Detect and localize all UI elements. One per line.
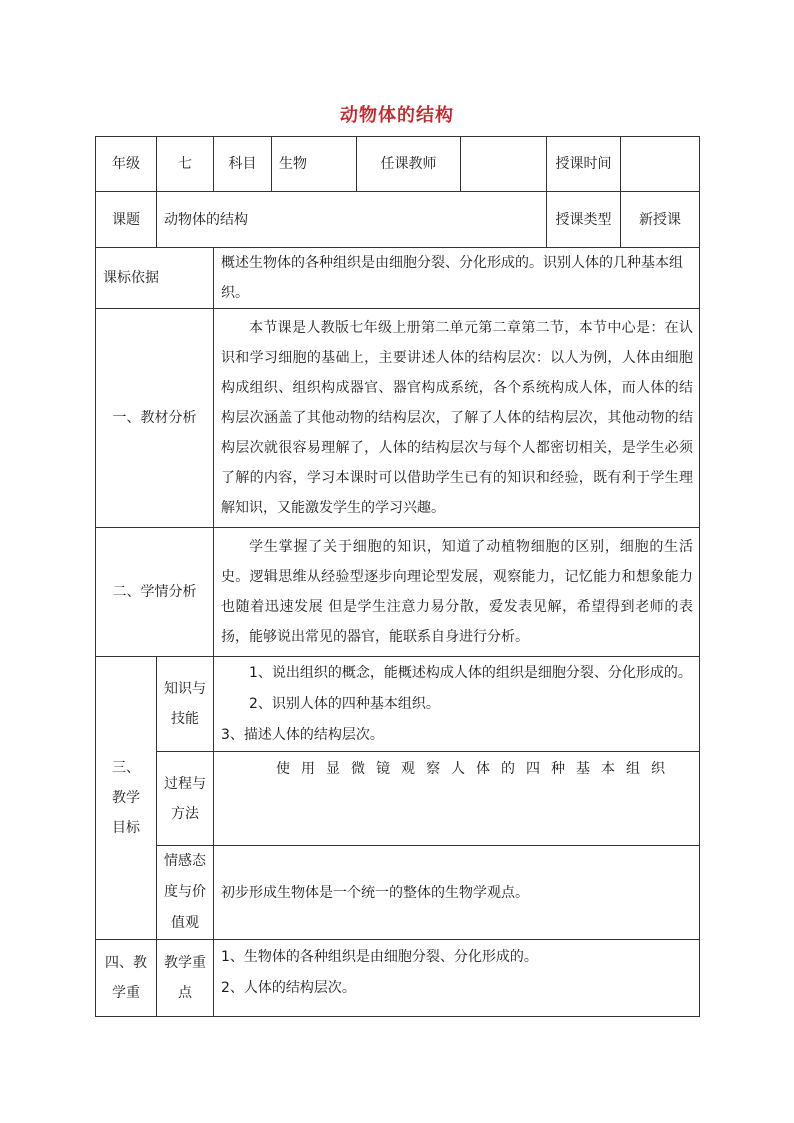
standard-label: 课标依据 [96, 248, 214, 309]
knowledge-items: 1、说出组织的概念，能概述构成人体的组织是细胞分裂、分化形成的。 2、识别人体的四种基本组织。 3、描述人体的结构层次。 [214, 657, 700, 752]
type-label: 授课类型 [547, 192, 621, 248]
attitude-text: 初步形成生物体是一个统一的整体的生物学观点。 [214, 846, 700, 940]
table-row-keypoints [96, 940, 700, 1017]
page-title: 动物体的结构 [340, 105, 454, 126]
subject-label: 科目 [214, 137, 272, 192]
time-label: 授课时间 [547, 137, 621, 192]
topic-value: 动物体的结构 [157, 192, 547, 248]
grade-label: 年级 [96, 137, 157, 192]
lesson-plan-table [95, 136, 700, 1017]
process-text: 使用显微镜观察人体的四种基本组织 [276, 761, 665, 777]
table-row-topic [96, 192, 700, 248]
standard-text: 概述生物体的各种组织是由细胞分裂、分化形成的。识别人体的几种基本组织。 [214, 248, 700, 309]
knowledge-label: 知识与 技能 [157, 657, 214, 752]
table-row-knowledge [96, 657, 700, 752]
keypoints-sub-label: 教学重 点 [157, 940, 214, 1017]
table-row-info [96, 137, 700, 192]
teacher-value [461, 137, 547, 192]
students-label: 二、学情分析 [96, 528, 214, 657]
table-row-standard [96, 248, 700, 309]
table-row-process [96, 752, 700, 846]
topic-label: 课题 [96, 192, 157, 248]
textbook-label: 一、教材分析 [96, 309, 214, 528]
type-value: 新授课 [621, 192, 700, 248]
goals-label: 三、 教学 目标 [96, 657, 157, 940]
grade-value: 七 [157, 137, 214, 192]
teacher-label: 任课教师 [357, 137, 461, 192]
attitude-label: 情感态 度与价 值观 [157, 846, 214, 940]
keypoints-items: 1、生物体的各种组织是由细胞分裂、分化形成的。 2、人体的结构层次。 [214, 940, 700, 1017]
textbook-text: 本节课是人教版七年级上册第二单元第二章第二节，本节中心是：在认识和学习细胞的基础上，主要讲述人体的结构层次：以人为例，人体由细胞构成组织、组织构成器官、器官构成系统，各个系统构成人体，而人体的结构层次涵盖了其他动物的结构层次，了解了人体的结构层次，其他动物的结构层次就很容易理解了，人体的结构层次与每个人都密切相关，是学生必须了解的内容，学习本课时可以借助学生已有的知识和经验，既有利于学生理解知识，又能激发学生的学习兴趣。 [214, 309, 700, 528]
students-text: 学生掌握了关于细胞的知识，知道了动植物细胞的区别，细胞的生活史。逻辑思维从经验型逐步向理论型发展，观察能力，记忆能力和想象能力也随着迅速发展 但是学生注意力易分散，爱发表见解，希望得到老师的表扬，能够说出常见的器官，能联系自身进行分析。 [214, 528, 700, 657]
subject-value: 生物 [272, 137, 357, 192]
table-row-attitude [96, 846, 700, 940]
process-label: 过程与 方法 [157, 752, 214, 846]
process-cell [214, 752, 700, 846]
time-value [621, 137, 700, 192]
table-row-students [96, 528, 700, 657]
keypoints-label: 四、教 学重 [96, 940, 157, 1017]
table-row-textbook [96, 309, 700, 528]
